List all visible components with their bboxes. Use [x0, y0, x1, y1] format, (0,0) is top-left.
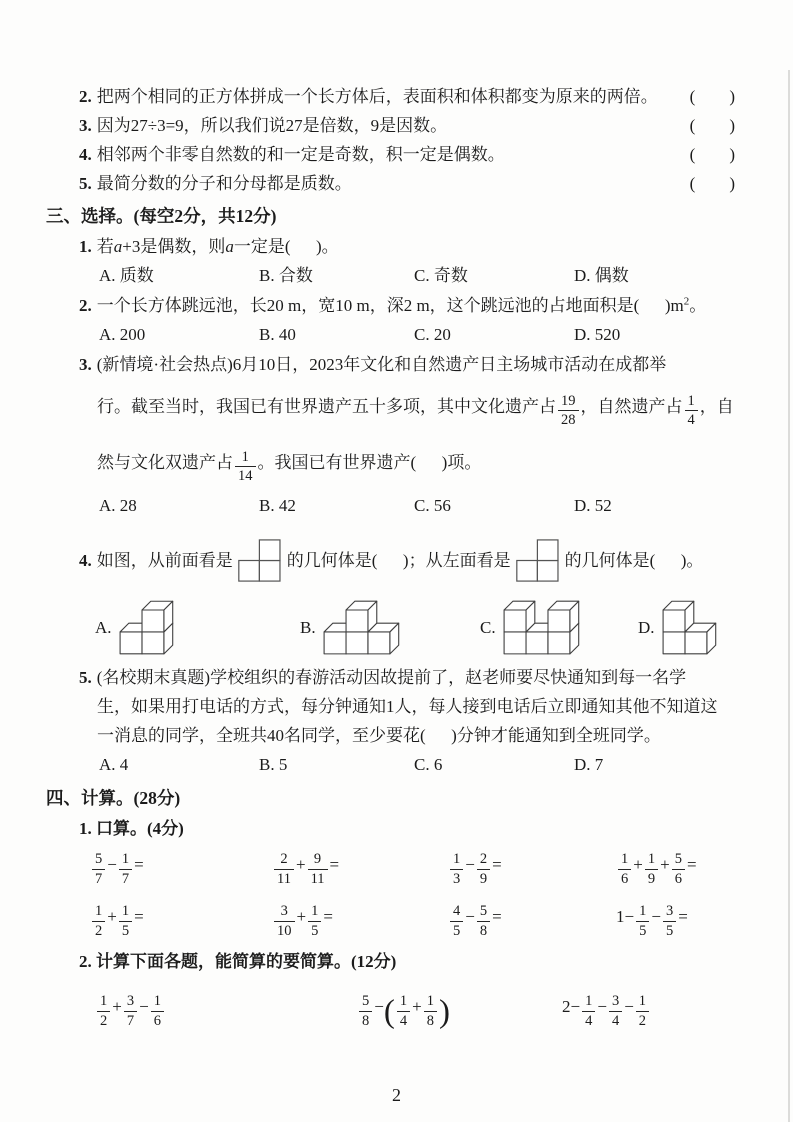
option-d: D. 7: [574, 755, 604, 774]
math-expression: [272, 850, 448, 887]
text-run: =: [134, 855, 144, 875]
text-run: 行。截至当时，我国已有世界遗产五十多项，其中文化遗产占: [97, 397, 556, 416]
answer-blank: ( ): [689, 174, 735, 193]
math-expression: [272, 902, 448, 939]
fraction: $\frac{1}{2}$: [92, 902, 105, 939]
oral-calc-row-2: [90, 895, 735, 947]
fraction: $\frac{1}{14}$: [235, 448, 256, 485]
left-view-figure: [515, 538, 561, 583]
subsection-label: 1. 口算。(4分): [79, 819, 184, 838]
fraction: $\frac{4}{5}$: [450, 902, 463, 939]
true-false-item-3: [79, 111, 735, 140]
stem-text: (名校期末真题)学校组织的春游活动因故提前了，赵老师要尽快通知到每一名学: [96, 668, 687, 687]
option-b: B. 5: [259, 755, 288, 774]
front-view-figure: [237, 538, 283, 583]
text-run: −: [465, 907, 475, 927]
text-run: 1−: [616, 907, 635, 927]
fraction: $\frac{1}{4}$: [397, 992, 410, 1029]
option-label: D.: [638, 617, 655, 637]
text-run: +: [633, 855, 643, 875]
stem-text: 生，如果用打电话的方式，每分钟通知1人，每人接到电话后立即通知其他不知道这: [97, 697, 718, 716]
option-c: C. 20: [414, 325, 451, 344]
option-a: A. 28: [99, 496, 137, 515]
stem-text: 的几何体是( )；从左面看是: [286, 550, 511, 570]
choice-q5-stem-line1: [79, 663, 735, 692]
stem-text: (新情境·社会热点)6月10日，2023年文化和自然遗产日主场城市活动在成都举: [96, 355, 667, 374]
variable: a: [113, 237, 123, 256]
stem-text: 的几何体是( )。: [564, 550, 704, 570]
math-expression: [616, 902, 735, 939]
item-text: 最简分数的分子和分母都是质数。: [96, 174, 352, 193]
math-expression: [562, 992, 735, 1029]
cubes-figure-c: [503, 599, 582, 655]
text-run: −: [139, 997, 149, 1017]
text-run: 然与文化双遗产占: [97, 453, 233, 472]
item-text: 因为27÷3=9，所以我们说27是倍数，9是因数。: [96, 116, 448, 135]
true-false-item-2: [79, 82, 735, 111]
answer-blank: ( ): [689, 145, 735, 164]
text-run: =: [686, 855, 697, 875]
option-label: C.: [480, 617, 496, 637]
fraction: $\frac{1}{6}$: [618, 850, 631, 887]
option-a-figure: [95, 599, 300, 655]
option-label: A.: [95, 617, 112, 637]
text-run: 。: [689, 296, 707, 315]
choice-q3-options: [99, 491, 735, 521]
fraction: $\frac{2}{11}$: [274, 850, 294, 887]
option-d-figure: [638, 599, 735, 655]
question-number: 3.: [79, 355, 92, 374]
fraction: $\frac{1}{7}$: [119, 850, 132, 887]
text-run: =: [329, 855, 340, 875]
option-d: D. 52: [574, 496, 612, 515]
option-b: B. 合数: [259, 266, 313, 285]
item-number: 3.: [79, 116, 92, 135]
text-run: =: [134, 907, 144, 927]
text-run: −: [107, 855, 117, 875]
text-run: ，自: [699, 397, 734, 416]
option-a: A. 质数: [99, 266, 154, 285]
math-expression: [95, 992, 357, 1029]
fraction: $\frac{5}{7}$: [92, 850, 105, 887]
fraction: $\frac{3}{4}$: [609, 992, 622, 1029]
fraction: $\frac{3}{10}$: [274, 902, 295, 939]
section-header-choice: 三、选择。(每空2分，共12分): [46, 206, 277, 226]
cubes-figure-d: [662, 599, 719, 655]
text-run: +: [107, 907, 117, 927]
superscript: 2: [683, 295, 690, 308]
math-expression: [357, 992, 562, 1029]
fraction: $\frac{1}{2}$: [97, 992, 110, 1029]
text-run: −: [597, 997, 607, 1017]
text-run: 2−: [562, 997, 581, 1017]
item-text: 把两个相同的正方体拼成一个长方体后，表面积和体积都变为原来的两倍。: [96, 87, 658, 106]
option-d: D. 520: [574, 325, 621, 344]
option-c: C. 6: [414, 755, 443, 774]
choice-q1-options: [99, 261, 735, 291]
choice-q4-stem: [79, 529, 735, 591]
text-run: −: [465, 855, 475, 875]
fraction: $\frac{1}{5}$: [119, 902, 132, 939]
math-expression: [448, 850, 616, 887]
math-expression: [90, 902, 272, 939]
text-run: =: [492, 855, 502, 875]
text-run: =: [678, 907, 688, 927]
text-run: −: [374, 997, 384, 1017]
item-number: 4.: [79, 145, 92, 164]
question-number: 4.: [79, 550, 92, 570]
true-false-item-4: [79, 140, 735, 169]
option-c-figure: [480, 599, 638, 655]
choice-q2-stem: [79, 291, 735, 320]
choice-q3-stem-line1: [79, 350, 735, 379]
text-run: 一个长方体跳远池，长20 m，宽10 m，深2 m，这个跳远池的占地面积是( )m: [96, 296, 684, 315]
question-number: 5.: [79, 668, 92, 687]
option-b: B. 40: [259, 325, 296, 344]
text-run: +: [412, 997, 422, 1017]
text-run: 。我国已有世界遗产( )项。: [257, 453, 482, 472]
text-run: 若: [96, 237, 114, 256]
stem-text: 如图，从前面看是: [96, 550, 233, 570]
cubes-figure-a: [119, 599, 176, 655]
text-run: +: [660, 855, 670, 875]
question-number: 2.: [79, 296, 92, 315]
subsection-label: 2. 计算下面各题，能简算的要简算。(12分): [79, 952, 397, 971]
answer-blank: ( ): [689, 87, 735, 106]
fraction: $\frac{5}{6}$: [672, 850, 685, 887]
fraction: $\frac{1}{9}$: [645, 850, 658, 887]
oral-calc-row-1: [90, 843, 735, 895]
option-label: B.: [300, 617, 316, 637]
choice-q5-stem-line2: [97, 692, 735, 721]
choice-q4-option-figures: [95, 599, 735, 655]
text-run: =: [323, 907, 333, 927]
variable: a: [225, 237, 234, 256]
stem-text: [97, 237, 339, 256]
section-header-calc: 四、计算。(28分): [46, 788, 181, 808]
cubes-figure-b: [323, 599, 402, 655]
choice-q5-options: [99, 750, 735, 780]
simplify-calc-row: [95, 980, 735, 1042]
fraction: $\frac{1}{2}$: [636, 992, 649, 1029]
fraction: $\frac{9}{11}$: [308, 850, 328, 887]
fraction: $\frac{1}{3}$: [450, 850, 463, 887]
option-b: B. 42: [259, 496, 296, 515]
fraction: $\frac{1}{6}$: [151, 992, 164, 1029]
fraction: $\frac{1}{4}$: [582, 992, 595, 1029]
text-run: +: [112, 997, 122, 1017]
text-run: +: [296, 907, 307, 927]
option-d: D. 偶数: [574, 266, 629, 285]
text-run: +3是偶数，则: [122, 237, 226, 256]
math-expression: [90, 850, 272, 887]
big-paren: (: [383, 994, 395, 1031]
choice-q3-stem-line3: [97, 435, 735, 491]
oral-calc-label: [79, 814, 735, 843]
fraction: $\frac{1}{4}$: [685, 392, 698, 429]
option-c: C. 奇数: [414, 266, 468, 285]
math-expression: [616, 850, 735, 887]
choice-q5-stem-line3: [97, 721, 735, 750]
option-b-figure: [300, 599, 480, 655]
fraction: $\frac{5}{8}$: [477, 902, 490, 939]
scan-edge-artifact: [788, 70, 790, 1122]
text-run: =: [492, 907, 502, 927]
big-paren: ): [438, 994, 450, 1031]
item-number: 2.: [79, 87, 92, 106]
stem-text: [97, 296, 706, 315]
choice-q1-stem: [79, 232, 735, 261]
item-number: 5.: [79, 174, 92, 193]
text-run: 一定是( )。: [233, 237, 339, 256]
text-run: −: [651, 907, 661, 927]
true-false-item-5: [79, 169, 735, 198]
text-run: ，自然遗产占: [580, 397, 683, 416]
question-number: 1.: [79, 237, 92, 256]
simplify-calc-label: [79, 947, 735, 976]
fraction: $\frac{3}{5}$: [663, 902, 676, 939]
fraction: $\frac{19}{28}$: [558, 392, 579, 429]
stem-text: 一消息的同学，全班共40名同学，至少要花( )分钟才能通知到全班同学。: [97, 726, 661, 745]
option-a: A. 200: [99, 325, 146, 344]
math-expression: [448, 902, 616, 939]
choice-q3-stem-line2: [97, 379, 735, 435]
option-c: C. 56: [414, 496, 451, 515]
fraction: $\frac{5}{8}$: [359, 992, 372, 1029]
fraction: $\frac{1}{8}$: [424, 992, 437, 1029]
fraction: $\frac{1}{5}$: [636, 902, 649, 939]
fraction: $\frac{3}{7}$: [124, 992, 137, 1029]
text-run: +: [295, 855, 306, 875]
item-text: 相邻两个非零自然数的和一定是奇数，积一定是偶数。: [96, 145, 505, 164]
fraction: $\frac{1}{5}$: [308, 902, 321, 939]
choice-q2-options: [99, 320, 735, 350]
option-a: A. 4: [99, 755, 129, 774]
fraction: $\frac{2}{9}$: [477, 850, 490, 887]
answer-blank: ( ): [689, 116, 735, 135]
text-run: −: [624, 997, 634, 1017]
page-number: 2: [392, 1085, 401, 1105]
